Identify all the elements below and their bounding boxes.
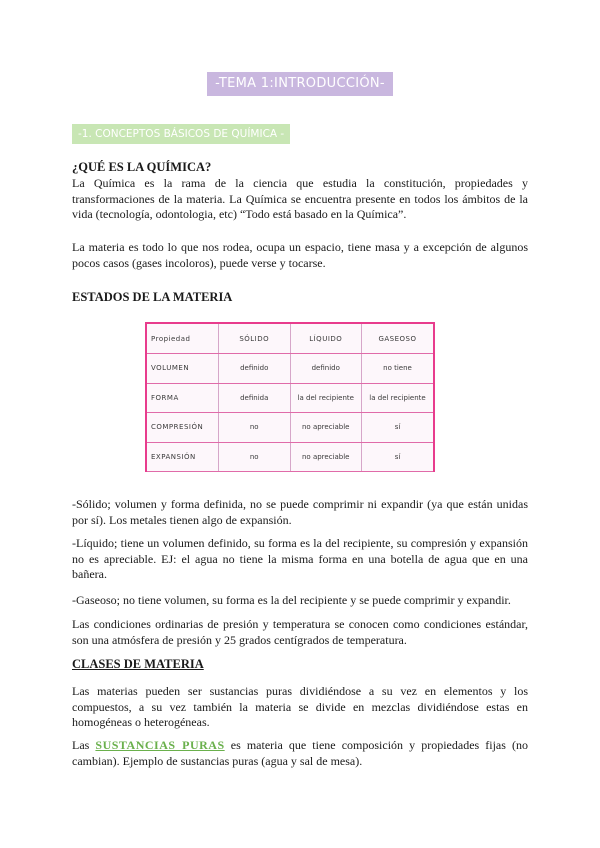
table-cell: VOLUMEN: [147, 354, 219, 383]
puras-highlight: SUSTANCIAS PURAS: [95, 738, 225, 752]
table-cell: sí: [362, 413, 434, 442]
title-wrapper: [0, 72, 600, 96]
table-row: [147, 354, 433, 383]
table-row: [147, 442, 433, 472]
paragraph-sustancias-puras: [72, 738, 528, 769]
table-cell: no apreciable: [290, 413, 362, 442]
table-header-cell: LÍQUIDO: [290, 323, 362, 354]
table-header-cell: SÓLIDO: [219, 323, 291, 354]
table-header-row: [147, 323, 433, 354]
table-cell: COMPRESIÓN: [147, 413, 219, 442]
paragraph-clases: Las materias pueden ser sustancias puras dividiéndose a su vez en elementos y los compuestos, a su vez también la materia se divide en mezclas dividiéndose estas en homogéneas o heterogéneas.: [72, 684, 528, 729]
paragraph-condiciones: Las condiciones ordinarias de presión y temperatura se conocen como condiciones estándar, son una atmósfera de presión y 25 grados centígrados de temperatura.: [72, 617, 528, 647]
table-cell: FORMA: [147, 383, 219, 412]
clases-heading: CLASES DE MATERIA: [72, 657, 204, 671]
table-row: [147, 383, 433, 412]
table-cell: EXPANSIÓN: [147, 442, 219, 472]
table-row: [147, 413, 433, 442]
paragraph-solido: -Sólido; volumen y forma definida, no se puede comprimir ni expandir (ya que están unidas por sí). Los metales tienen algo de expansión.: [72, 497, 528, 527]
table-cell: la del recipiente: [290, 383, 362, 412]
table-cell: definido: [219, 354, 291, 383]
table-cell: no: [219, 413, 291, 442]
paragraph-definition: La Química es la rama de la ciencia que estudia la constitución, propiedades y transformaciones de la materia. La Química se encuentra presente en todos los ámbitos de la vida (tecnología, odontologia, etc) “Todo está basado en la Química”.: [72, 176, 528, 221]
paragraph-gaseoso: -Gaseoso; no tiene volumen, su forma es la del recipiente y se puede comprimir y expandir.: [72, 593, 511, 607]
table-cell: definido: [290, 354, 362, 383]
question-heading: ¿QUÉ ES LA QUÍMICA?: [72, 160, 212, 174]
paragraph-liquido: -Líquido; tiene un volumen definido, su forma es la del recipiente, su compresión y expansión no es apreciable. EJ: el agua no tiene la misma forma en una botella de agua que en una bañera.: [72, 536, 528, 581]
table-cell: sí: [362, 442, 434, 472]
paragraph-materia: La materia es todo lo que nos rodea, ocupa un espacio, tiene masa y a excepción de algunos pocos casos (gases incoloros), puede verse y tocarse.: [72, 240, 528, 270]
states-table-image: [145, 322, 435, 472]
table-cell: definida: [219, 383, 291, 412]
states-table: [147, 322, 433, 472]
table-cell: no apreciable: [290, 442, 362, 472]
page-title: -TEMA 1:INTRODUCCIÓN-: [207, 72, 393, 96]
puras-prefix: Las: [72, 738, 96, 752]
table-cell: no: [219, 442, 291, 472]
puras-suffix: es materia que tiene composición y propiedades fijas (no cambian). Ejemplo de sustancias puras (agua y sal de mesa).: [72, 738, 529, 768]
states-heading: ESTADOS DE LA MATERIA: [72, 290, 233, 304]
table-header-cell: GASEOSO: [362, 323, 434, 354]
section-heading: -1. CONCEPTOS BÁSICOS DE QUÍMICA -: [72, 124, 290, 144]
table-cell: no tiene: [362, 354, 434, 383]
table-cell: la del recipiente: [362, 383, 434, 412]
table-header-cell: Propiedad: [147, 323, 219, 354]
